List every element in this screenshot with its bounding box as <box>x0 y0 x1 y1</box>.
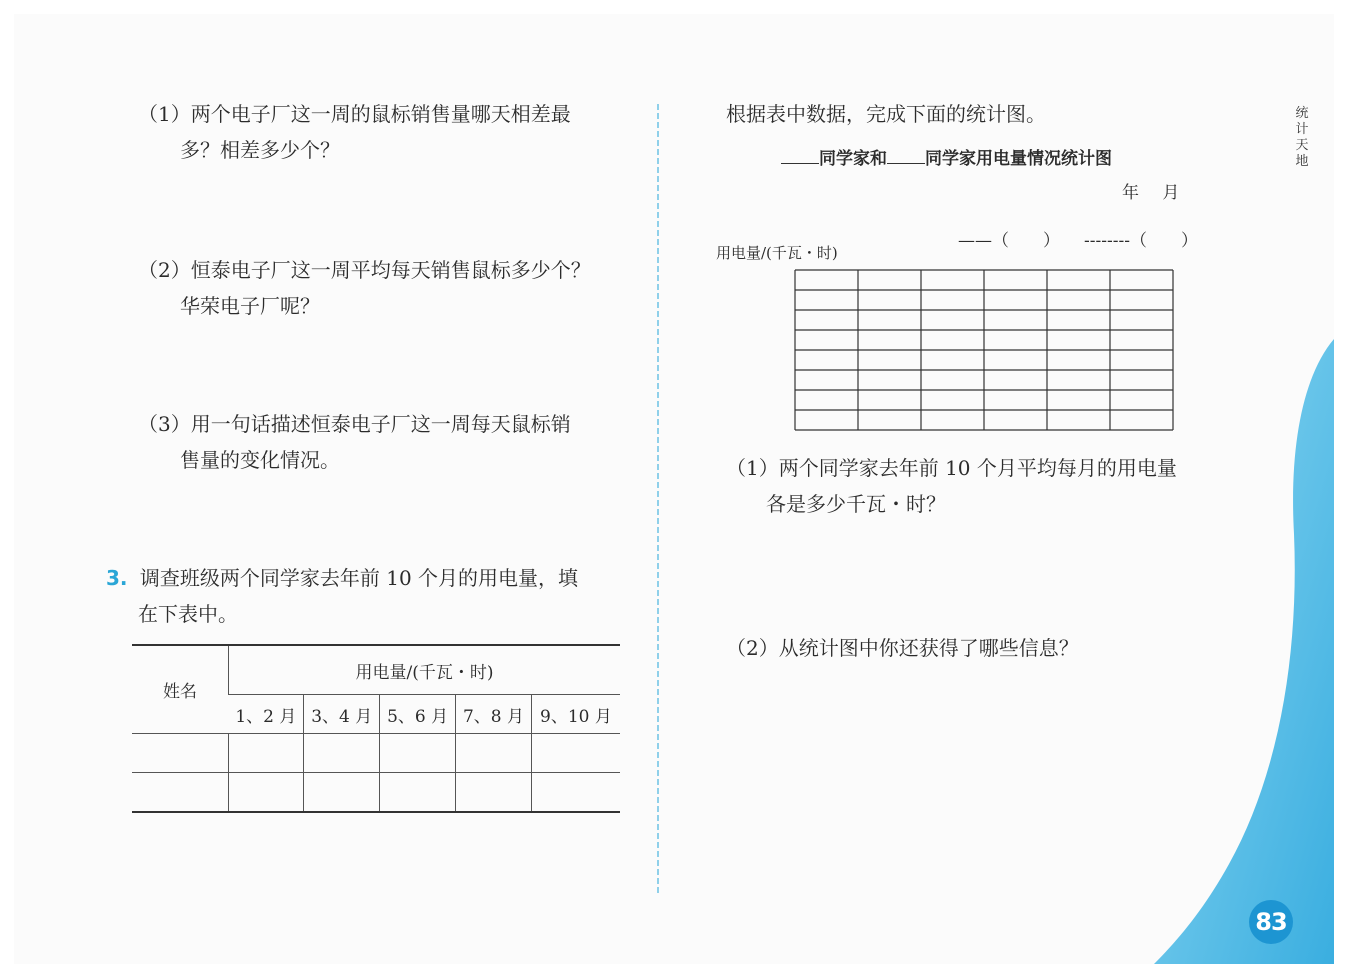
right-question-1-line-1: （1）两个同学家去年前 10 个月平均每月的用电量 <box>726 456 1177 480</box>
table-row <box>132 773 620 813</box>
month-header: 3、4 月 <box>304 695 380 734</box>
table-cell[interactable] <box>380 773 456 813</box>
section-tab: 统 计 天 地 <box>1295 106 1309 169</box>
y-axis-label: 用电量/(千瓦・时) <box>716 244 838 262</box>
question-1-line-2: 多？相差多少个？ <box>180 138 340 162</box>
table-cell[interactable] <box>304 773 380 813</box>
name-header: 姓名 <box>132 645 229 734</box>
table-cell[interactable] <box>229 773 304 813</box>
question-2-line-2: 华荣电子厂呢？ <box>180 294 320 318</box>
table-cell[interactable] <box>456 773 532 813</box>
month-header: 7、8 月 <box>456 695 532 734</box>
table-cell[interactable] <box>531 773 620 813</box>
question-2-line-1: （2）恒泰电子厂这一周平均每天销售鼠标多少个？ <box>138 258 591 282</box>
name-blank-2[interactable] <box>887 149 925 164</box>
month-header: 5、6 月 <box>380 695 456 734</box>
table-cell[interactable] <box>456 734 532 773</box>
table-cell[interactable] <box>132 773 229 813</box>
question-3-line-2: 售量的变化情况。 <box>180 448 340 472</box>
question-1-line-1: （1）两个电子厂这一周的鼠标销售量哪天相差最 <box>138 102 571 126</box>
year-label: 年 <box>1122 183 1139 203</box>
chart-instruction: 根据表中数据，完成下面的统计图。 <box>726 102 1046 126</box>
electricity-table <box>132 644 620 813</box>
task-3-line-1: 调查班级两个同学家去年前 10 个月的用电量，填 <box>139 566 579 590</box>
table-cell[interactable] <box>229 734 304 773</box>
table-cell[interactable] <box>531 734 620 773</box>
table-cell[interactable] <box>380 734 456 773</box>
right-question-2: （2）从统计图中你还获得了哪些信息？ <box>726 636 1079 660</box>
chart-title-part-1: 同学家和 <box>819 149 887 169</box>
chart-title <box>781 144 1112 169</box>
table-cell[interactable] <box>304 734 380 773</box>
page-divider <box>655 104 661 894</box>
chart-grid <box>794 269 1174 431</box>
workbook-page <box>14 14 1334 964</box>
table-cell[interactable] <box>132 734 229 773</box>
question-3-line-1: （3）用一句话描述恒泰电子厂这一周每天鼠标销 <box>138 412 571 436</box>
page-number: 83 <box>1249 900 1293 944</box>
month-header: 9、10 月 <box>531 695 620 734</box>
legend-solid: ——（ ） <box>958 231 1060 251</box>
name-blank-1[interactable] <box>781 149 819 164</box>
month-header: 1、2 月 <box>229 695 304 734</box>
right-question-1-line-2: 各是多少千瓦・时？ <box>766 492 946 516</box>
month-label: 月 <box>1162 183 1180 203</box>
usage-group-header: 用电量/(千瓦・时) <box>229 645 621 695</box>
task-3-line-2: 在下表中。 <box>138 602 238 626</box>
chart-title-part-2: 同学家用电量情况统计图 <box>925 149 1112 169</box>
chart-date <box>1122 178 1179 203</box>
task-3-heading <box>106 560 578 596</box>
table-row <box>132 734 620 773</box>
task-3-number: 3. <box>106 566 128 590</box>
legend-dashed: --------（ ） <box>1084 231 1198 251</box>
